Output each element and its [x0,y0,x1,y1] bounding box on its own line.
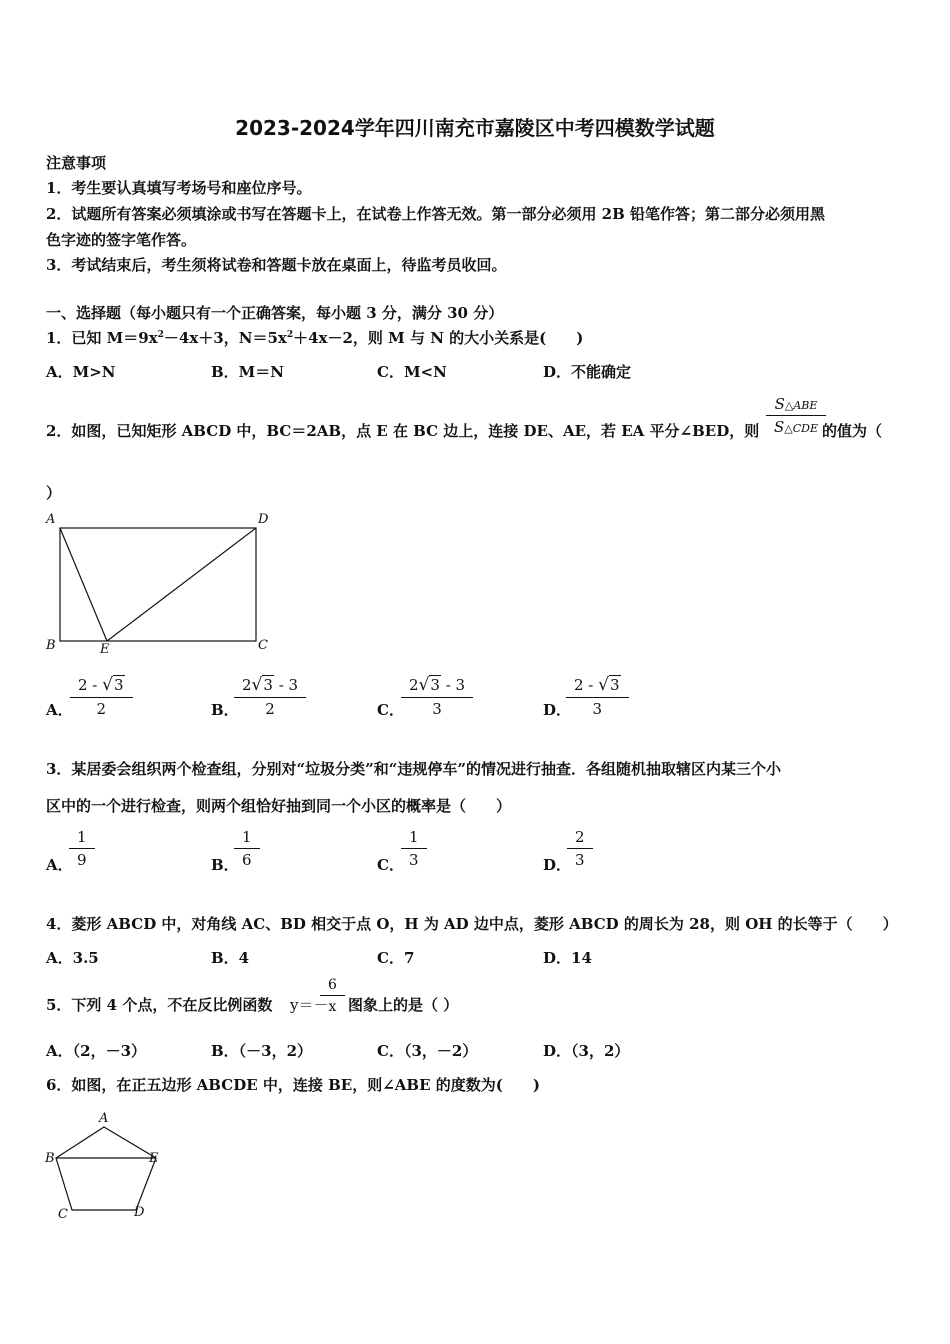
q3-option-b-label: B． [211,856,239,874]
figure-label-a: A [46,512,56,527]
section-heading: 一、选择题（每小题只有一个正确答案，每小题 3 分，满分 30 分） [46,304,504,322]
question-2-stem: 2．如图，已知矩形 ABCD 中，BC＝2AB，点 E 在 BC 边上，连接 DE、AE，若 EA 平分∠BED，则 [46,422,760,440]
notice-item: 色字迹的签字笔作答。 [46,231,197,249]
figure-label-b: B [45,1151,55,1166]
q2-option-d-fraction: $\frac{2 - √3}{3}$ [570,677,625,717]
q2-option-c-label: C． [377,701,404,719]
segment-de [107,528,256,641]
q2-option-d-label: D． [543,701,572,719]
q2-stem-tail: 的值为（ [822,422,883,440]
pentagon-abcde [56,1127,156,1210]
q2-option-b-fraction: $\frac{2√3 - 3}{2}$ [238,677,302,717]
q2-area-ratio-fraction: S△ABE S△CDE [770,397,822,435]
notice-item: 2．试题所有答案必须填涂或书写在答题卡上，在试卷上作答无效。第一部分必须用 2B 铅笔作答；第二部分必须用黑 [46,205,826,223]
q2-stem-close: ） [46,484,62,502]
q1-option-a: A．M>N [46,363,116,381]
q1-option-d: D．不能确定 [543,363,632,381]
q3-option-d-fraction: $\frac{2}{3}$ [571,830,589,868]
q1-option-c: C．M<N [377,363,447,381]
rectangle-abcd [60,528,256,641]
page-title: 2023-2024学年四川南充市嘉陵区中考四模数学试题 [235,116,715,140]
q5-option-d: D．（3，2） [543,1042,630,1060]
q4-option-c: C．7 [377,949,415,967]
pentagon-figure [40,1112,170,1222]
q2-option-b-label: B． [211,701,239,719]
notice-item: 1．考生要认真填写考场号和座位序号。 [46,179,312,197]
figure-label-a: A [99,1111,109,1126]
q3-option-a-fraction: $\frac{1}{9}$ [73,830,91,868]
q3-option-b-fraction: $\frac{1}{6}$ [238,830,256,868]
q4-option-d: D．14 [543,949,592,967]
q4-option-b: B．4 [211,949,250,967]
rectangle-figure [40,510,280,660]
figure-label-c: C [258,638,268,653]
q5-function-left: y＝－ [290,996,329,1014]
figure-label-d: D [134,1205,145,1220]
figure-label-e: E [149,1151,159,1166]
q5-option-c: C．（3，－2） [377,1042,478,1060]
question-1-stem: 1．已知 $M=9x^2-4x+3$，$N=5x^2+4x-2$，则 M 与 N 的大小关系是( ) [46,329,584,347]
q3-option-c-fraction: $\frac{1}{3}$ [405,830,423,868]
figure-label-c: C [58,1207,68,1222]
question-3-stem-line1: 3．某居委会组织两个检查组，分别对“垃圾分类”和“违规停车”的情况进行抽查．各组随机抽取辖区内某三个小 [46,760,781,778]
question-6-stem: 6．如图，在正五边形 ABCDE 中，连接 BE，则∠ABE 的度数为( ) [46,1076,540,1094]
figure-label-b: B [46,638,56,653]
q2-option-a-label: A． [46,701,73,719]
q5-stem-tail: 图象上的是（ ） [348,996,459,1014]
q3-option-c-label: C． [377,856,404,874]
notice-heading: 注意事项 [46,154,107,172]
question-3-stem-line2: 区中的一个进行检查，则两个组恰好抽到同一个小区的概率是（ ） [46,797,512,815]
q3-option-d-label: D． [543,856,572,874]
q2-option-a-fraction: $\frac{2 - √3}{2}$ [74,677,129,717]
q1-option-b: B．M＝N [211,363,284,381]
question-5-stem: 5．下列 4 个点，不在反比例函数 [46,996,273,1014]
q5-option-a: A．（2，－3） [46,1042,147,1060]
q4-option-a: A．3.5 [46,949,99,967]
q3-option-a-label: A． [46,856,73,874]
figure-label-e: E [100,642,110,657]
notice-item: 3．考试结束后，考生须将试卷和答题卡放在桌面上，待监考员收回。 [46,256,507,274]
figure-label-d: D [258,512,269,527]
q5-option-b: B．（－3，2） [211,1042,313,1060]
segment-ae [60,528,107,641]
q2-option-c-fraction: $\frac{2√3 - 3}{3}$ [405,677,469,717]
q5-function-fraction: $\frac{6}{x}$ [324,978,341,1014]
question-4-stem: 4．菱形 ABCD 中，对角线 AC、BD 相交于点 O，H 为 AD 边中点，菱形 ABCD 的周长为 28，则 OH 的长等于（ ） [46,915,898,933]
